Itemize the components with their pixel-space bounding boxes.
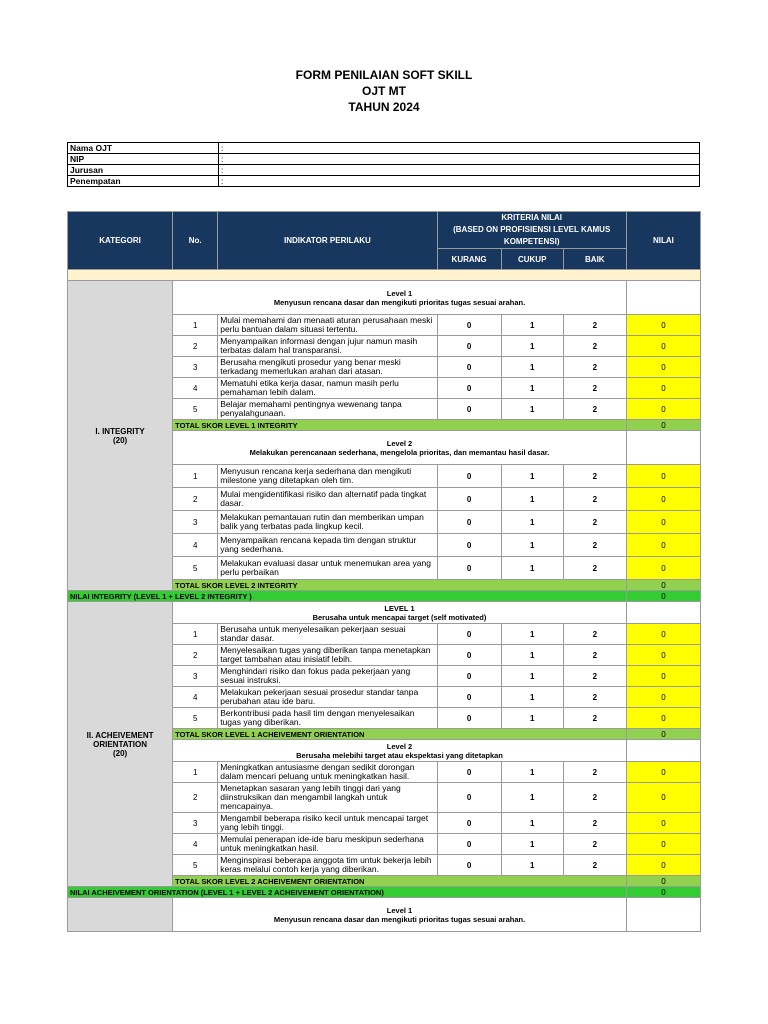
score-cukup[interactable]: 1 xyxy=(501,336,563,357)
score-cukup[interactable]: 1 xyxy=(501,534,563,557)
level-desc: Menyusun rencana dasar dan mengikuti prioritas tugas sesuai arahan. xyxy=(273,914,526,924)
score-kurang[interactable]: 0 xyxy=(437,624,501,645)
form-subtitle: OJT MT xyxy=(362,84,406,98)
indicator-text: Menetapkan sasaran yang lebih tinggi dari yang diinstruksikan dan mengambil langkah untuk mencapainya. xyxy=(218,783,437,813)
nilai-input-cell[interactable]: 0 xyxy=(626,488,700,511)
nilai-input-cell[interactable]: 0 xyxy=(626,645,700,666)
score-kurang[interactable]: 0 xyxy=(437,336,501,357)
nilai-input-cell[interactable]: 0 xyxy=(626,783,700,813)
nilai-input-cell[interactable]: 0 xyxy=(626,708,700,729)
nilai-input-cell[interactable]: 0 xyxy=(626,399,700,420)
info-label: Nama OJT xyxy=(68,143,219,154)
score-cukup[interactable]: 1 xyxy=(501,488,563,511)
level-desc: Berusaha melebihi target atau ekspektasi yang ditetapkan xyxy=(296,750,503,760)
indicator-number: 3 xyxy=(173,813,218,834)
info-row-nama xyxy=(68,143,700,154)
score-baik[interactable]: 2 xyxy=(563,645,626,666)
header-kriteria xyxy=(437,212,626,249)
final-score-row xyxy=(68,591,701,602)
indicator-number: 3 xyxy=(173,357,218,378)
info-row-jurusan xyxy=(68,165,700,176)
category-cell xyxy=(68,602,173,887)
level-row xyxy=(68,281,701,315)
category-weight: (20) xyxy=(112,748,128,758)
indicator-number: 1 xyxy=(173,762,218,783)
indicator-text: Belajar memahami pentingnya wewenang tanpa penyalahgunaan. xyxy=(218,399,437,420)
final-value: 0 xyxy=(626,887,700,898)
indicator-text: Mulai memahami dan menaati aturan perusahaan meski perlu bantuan dalam situasi tertentu. xyxy=(218,315,437,336)
nilai-input-cell[interactable]: 0 xyxy=(626,762,700,783)
final-label: NILAI INTEGRITY (LEVEL 1 + LEVEL 2 INTEGRITY ) xyxy=(68,591,627,602)
score-baik[interactable]: 2 xyxy=(563,357,626,378)
indicator-text: Meningkatkan antusiasme dengan sedikit dorongan dalam mencari peluang untuk meningkatkan hasil. xyxy=(218,762,437,783)
indicator-number: 3 xyxy=(173,666,218,687)
score-kurang[interactable]: 0 xyxy=(437,813,501,834)
indicator-text: Mematuhi etika kerja dasar, namun masih perlu pemahaman lebih dalam. xyxy=(218,378,437,399)
total-value: 0 xyxy=(626,729,700,740)
score-baik[interactable]: 2 xyxy=(563,624,626,645)
level-row xyxy=(68,898,701,932)
info-label: Penempatan xyxy=(68,176,219,187)
level-label: Level 1 xyxy=(386,905,413,915)
indicator-number: 5 xyxy=(173,855,218,876)
category-name: I. INTEGRITY xyxy=(95,426,145,436)
nilai-input-cell[interactable]: 0 xyxy=(626,511,700,534)
nilai-input-cell[interactable]: 0 xyxy=(626,465,700,488)
nilai-input-cell[interactable]: 0 xyxy=(626,315,700,336)
score-cukup[interactable]: 1 xyxy=(501,624,563,645)
score-kurang[interactable]: 0 xyxy=(437,783,501,813)
score-kurang[interactable]: 0 xyxy=(437,557,501,580)
score-cukup[interactable]: 1 xyxy=(501,855,563,876)
info-label: Jurusan xyxy=(68,165,219,176)
indicator-text: Menginspirasi beberapa anggota tim untuk bekerja lebih keras melalui contoh kerja yang diberikan. xyxy=(218,855,437,876)
indicator-number: 1 xyxy=(173,624,218,645)
indicator-number: 2 xyxy=(173,488,218,511)
score-baik[interactable]: 2 xyxy=(563,557,626,580)
level-nilai-empty xyxy=(626,281,700,315)
score-baik[interactable]: 2 xyxy=(563,813,626,834)
score-baik[interactable]: 2 xyxy=(563,855,626,876)
category-cell xyxy=(68,898,173,932)
score-baik[interactable]: 2 xyxy=(563,762,626,783)
category-name: II. ACHEIVEMENT ORIENTATION xyxy=(86,730,154,749)
score-kurang[interactable]: 0 xyxy=(437,357,501,378)
level-desc: Berusaha untuk mencapai target (self motivated) xyxy=(312,612,487,622)
nilai-input-cell[interactable]: 0 xyxy=(626,666,700,687)
indicator-text: Mengambil beberapa risiko kecil untuk mencapai target yang lebih tinggi. xyxy=(218,813,437,834)
level-desc: Melakukan perencanaan sederhana, mengelola prioritas, dan memantau hasil dasar. xyxy=(249,447,550,457)
level-nilai-empty xyxy=(626,431,700,465)
score-kurang[interactable]: 0 xyxy=(437,687,501,708)
score-baik[interactable]: 2 xyxy=(563,378,626,399)
indicator-number: 1 xyxy=(173,465,218,488)
score-baik[interactable]: 2 xyxy=(563,465,626,488)
score-kurang[interactable]: 0 xyxy=(437,762,501,783)
score-cukup[interactable]: 1 xyxy=(501,357,563,378)
nilai-input-cell[interactable]: 0 xyxy=(626,378,700,399)
final-label: NILAI ACHEIVEMENT ORIENTATION (LEVEL 1 + LEVEL 2 ACHEIVEMENT ORIENTATION) xyxy=(68,887,627,898)
header-cukup: CUKUP xyxy=(501,249,563,270)
total-label: TOTAL SKOR LEVEL 1 INTEGRITY xyxy=(173,420,627,431)
level-label: Level 1 xyxy=(386,288,413,298)
score-baik[interactable]: 2 xyxy=(563,834,626,855)
score-cukup[interactable]: 1 xyxy=(501,813,563,834)
info-value-field[interactable]: : xyxy=(219,176,700,187)
indicator-text: Menyusun rencana kerja sederhana dan mengikuti milestone yang ditetapkan oleh tim. xyxy=(218,465,437,488)
nilai-input-cell[interactable]: 0 xyxy=(626,336,700,357)
level-nilai-empty xyxy=(626,602,700,624)
header-nilai: NILAI xyxy=(626,212,700,270)
info-label: NIP xyxy=(68,154,219,165)
assessment-table xyxy=(67,211,701,932)
nilai-input-cell[interactable]: 0 xyxy=(626,534,700,557)
score-cukup[interactable]: 1 xyxy=(501,399,563,420)
score-cukup[interactable]: 1 xyxy=(501,834,563,855)
score-cukup[interactable]: 1 xyxy=(501,666,563,687)
spacer-row xyxy=(68,270,701,281)
indicator-number: 1 xyxy=(173,315,218,336)
indicator-text: Melakukan pemantauan rutin dan memberikan umpan balik yang terbatas pada lingkup kecil. xyxy=(218,511,437,534)
level-nilai-empty xyxy=(626,740,700,762)
indicator-number: 4 xyxy=(173,378,218,399)
score-kurang[interactable]: 0 xyxy=(437,378,501,399)
level-description xyxy=(173,898,627,932)
indicator-text: Menyampaikan informasi dengan jujur namun masih terbatas dalam hal transparansi. xyxy=(218,336,437,357)
nilai-input-cell[interactable]: 0 xyxy=(626,687,700,708)
level-description xyxy=(173,431,627,465)
info-row-nip xyxy=(68,154,700,165)
total-value: 0 xyxy=(626,876,700,887)
level-desc: Menyusun rencana dasar dan mengikuti prioritas tugas sesuai arahan. xyxy=(273,297,526,307)
indicator-text: Berusaha mengikuti prosedur yang benar meski terkadang memerlukan arahan dari atasan. xyxy=(218,357,437,378)
score-cukup[interactable]: 1 xyxy=(501,557,563,580)
nilai-input-cell[interactable]: 0 xyxy=(626,855,700,876)
indicator-text: Berusaha untuk menyelesaikan pekerjaan sesuai standar dasar. xyxy=(218,624,437,645)
nilai-input-cell[interactable]: 0 xyxy=(626,624,700,645)
level-label: LEVEL 1 xyxy=(384,603,415,613)
indicator-number: 5 xyxy=(173,708,218,729)
score-baik[interactable]: 2 xyxy=(563,336,626,357)
level-label: Level 2 xyxy=(386,438,413,448)
score-cukup[interactable]: 1 xyxy=(501,708,563,729)
indicator-text: Memulai penerapan ide-ide baru meskipun sederhana untuk meningkatkan hasil. xyxy=(218,834,437,855)
header-kriteria-title: KRITERIA NILAI xyxy=(501,213,562,222)
total-value: 0 xyxy=(626,580,700,591)
indicator-text: Melakukan pekerjaan sesuai prosedur standar tanpa perubahan atau ide baru. xyxy=(218,687,437,708)
score-cukup[interactable]: 1 xyxy=(501,465,563,488)
indicator-number: 3 xyxy=(173,511,218,534)
final-value: 0 xyxy=(626,591,700,602)
score-baik[interactable]: 2 xyxy=(563,783,626,813)
score-cukup[interactable]: 1 xyxy=(501,762,563,783)
indicator-text: Menghindari risiko dan fokus pada pekerjaan yang sesuai instruksi. xyxy=(218,666,437,687)
level-row xyxy=(68,602,701,624)
info-value-field[interactable]: : xyxy=(219,165,700,176)
level-description xyxy=(173,740,627,762)
level-label: Level 2 xyxy=(386,741,413,751)
score-baik[interactable]: 2 xyxy=(563,399,626,420)
header-indikator: INDIKATOR PERILAKU xyxy=(218,212,437,270)
indicator-number: 4 xyxy=(173,534,218,557)
score-kurang[interactable]: 0 xyxy=(437,315,501,336)
level-description xyxy=(173,602,627,624)
score-kurang[interactable]: 0 xyxy=(437,465,501,488)
indicator-text: Menyampaikan rencana kepada tim dengan struktur yang sederhana. xyxy=(218,534,437,557)
form-year: TAHUN 2024 xyxy=(348,100,420,114)
header-baik: BAIK xyxy=(563,249,626,270)
info-value-field[interactable]: : xyxy=(219,143,700,154)
info-row-penempatan xyxy=(68,176,700,187)
score-kurang[interactable]: 0 xyxy=(437,645,501,666)
score-kurang[interactable]: 0 xyxy=(437,666,501,687)
header-kurang: KURANG xyxy=(437,249,501,270)
indicator-number: 4 xyxy=(173,834,218,855)
form-title: FORM PENILAIAN SOFT SKILL xyxy=(295,68,473,82)
total-label: TOTAL SKOR LEVEL 2 ACHEIVEMENT ORIENTATION xyxy=(173,876,627,887)
score-cukup[interactable]: 1 xyxy=(501,511,563,534)
score-baik[interactable]: 2 xyxy=(563,511,626,534)
indicator-number: 2 xyxy=(173,783,218,813)
indicator-number: 2 xyxy=(173,336,218,357)
level-nilai-empty xyxy=(626,898,700,932)
indicator-number: 5 xyxy=(173,399,218,420)
category-cell xyxy=(68,281,173,591)
score-cukup[interactable]: 1 xyxy=(501,687,563,708)
indicator-number: 5 xyxy=(173,557,218,580)
nilai-input-cell[interactable]: 0 xyxy=(626,834,700,855)
level-description xyxy=(173,281,627,315)
score-kurang[interactable]: 0 xyxy=(437,534,501,557)
score-kurang[interactable]: 0 xyxy=(437,708,501,729)
score-baik[interactable]: 2 xyxy=(563,687,626,708)
final-score-row xyxy=(68,887,701,898)
score-kurang[interactable]: 0 xyxy=(437,399,501,420)
score-kurang[interactable]: 0 xyxy=(437,488,501,511)
score-kurang[interactable]: 0 xyxy=(437,855,501,876)
score-kurang[interactable]: 0 xyxy=(437,511,501,534)
nilai-input-cell[interactable]: 0 xyxy=(626,557,700,580)
total-label: TOTAL SKOR LEVEL 1 ACHEIVEMENT ORIENTATION xyxy=(173,729,627,740)
score-baik[interactable]: 2 xyxy=(563,488,626,511)
score-baik[interactable]: 2 xyxy=(563,708,626,729)
indicator-text: Menyelesaikan tugas yang diberikan tanpa menetapkan target tambahan atau inisiatif lebih. xyxy=(218,645,437,666)
total-value: 0 xyxy=(626,420,700,431)
participant-info-table xyxy=(67,142,700,187)
nilai-input-cell[interactable]: 0 xyxy=(626,813,700,834)
score-cukup[interactable]: 1 xyxy=(501,315,563,336)
indicator-number: 2 xyxy=(173,645,218,666)
score-baik[interactable]: 2 xyxy=(563,315,626,336)
header-kategori: KATEGORI xyxy=(68,212,173,270)
indicator-text: Mulai mengidentifikasi risiko dan alternatif pada tingkat dasar. xyxy=(218,488,437,511)
indicator-text: Melakukan evaluasi dasar untuk menemukan area yang perlu perbaikan xyxy=(218,557,437,580)
score-cukup[interactable]: 1 xyxy=(501,783,563,813)
category-weight: (20) xyxy=(112,435,128,445)
header-no: No. xyxy=(173,212,218,270)
nilai-input-cell[interactable]: 0 xyxy=(626,357,700,378)
score-cukup[interactable]: 1 xyxy=(501,378,563,399)
indicator-number: 4 xyxy=(173,687,218,708)
total-label: TOTAL SKOR LEVEL 2 INTEGRITY xyxy=(173,580,627,591)
score-baik[interactable]: 2 xyxy=(563,534,626,557)
header-kriteria-subtitle: (BASED ON PROFISIENSI LEVEL KAMUS KOMPETENSI) xyxy=(453,225,611,246)
info-value-field[interactable]: : xyxy=(219,154,700,165)
score-cukup[interactable]: 1 xyxy=(501,645,563,666)
score-baik[interactable]: 2 xyxy=(563,666,626,687)
indicator-text: Berkontribusi pada hasil tim dengan menyelesaikan tugas yang diberikan. xyxy=(218,708,437,729)
score-kurang[interactable]: 0 xyxy=(437,834,501,855)
